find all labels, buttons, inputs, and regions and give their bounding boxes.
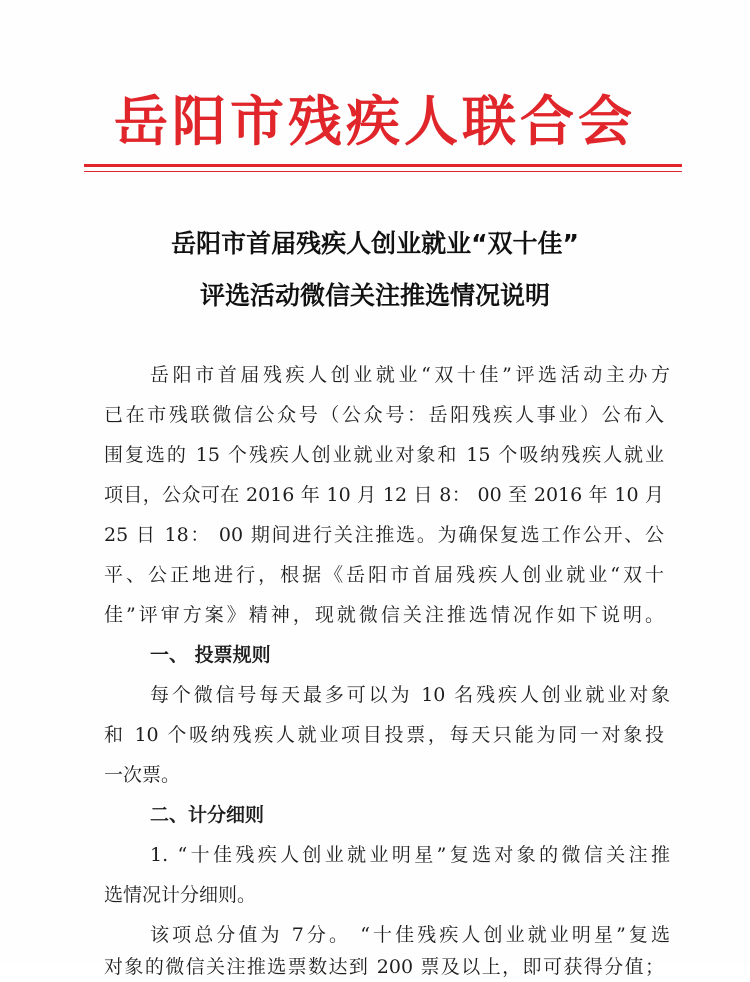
letterhead-divider-thin (84, 171, 682, 172)
body-line: 围复选的 15 个残疾人创业就业对象和 15 个吸纳残疾人就业 (104, 444, 664, 466)
body-line: 岳阳市首届残疾人创业就业“双十佳”评选活动主办方 (150, 364, 670, 386)
body-line: 平、公正地进行，根据《岳阳市首届残疾人创业就业“双十 (104, 564, 664, 586)
body-line: 一次票。 (104, 764, 181, 786)
body-line: 已在市残联微信公众号（公众号：岳阳残疾人事业）公布入 (104, 404, 664, 426)
document-title-line-1: 岳阳市首届残疾人创业就业“双十佳” (171, 229, 579, 258)
body-line: 1. “十佳残疾人创业就业明星”复选对象的微信关注推 (150, 844, 670, 866)
body-line: 该项总分值为 7分。 “十佳残疾人创业就业明星”复选 (150, 924, 670, 946)
body-line: 对象的微信关注推选票数达到 200 票及以上，即可获得分值； (104, 956, 664, 978)
body-line: 选情况计分细则。 (104, 884, 257, 906)
document-title-line-2: 评选活动微信关注推选情况说明 (199, 281, 550, 310)
body-line: 每个微信号每天最多可以为 10 名残疾人创业就业对象 (150, 684, 670, 706)
letterhead-divider-thick (84, 164, 682, 167)
body-line: 项目，公众可在 2016 年 10 月 12 日 8： 00 至 2016 年 10 月 (104, 484, 664, 506)
body-line: 佳”评审方案》精神，现就微信关注推选情况作如下说明。 (104, 604, 664, 626)
section-heading-scoring-rules: 二、计分细则 (150, 804, 265, 826)
body-line: 25 日 18： 00 期间进行关注推选。为确保复选工作公开、公 (104, 524, 664, 546)
body-line: 和 10 个吸纳残疾人就业项目投票，每天只能为同一对象投 (104, 724, 664, 746)
section-heading-voting-rules: 一、 投票规则 (150, 644, 271, 666)
letterhead-organization-name: 岳阳市残疾人联合会 (114, 89, 636, 153)
